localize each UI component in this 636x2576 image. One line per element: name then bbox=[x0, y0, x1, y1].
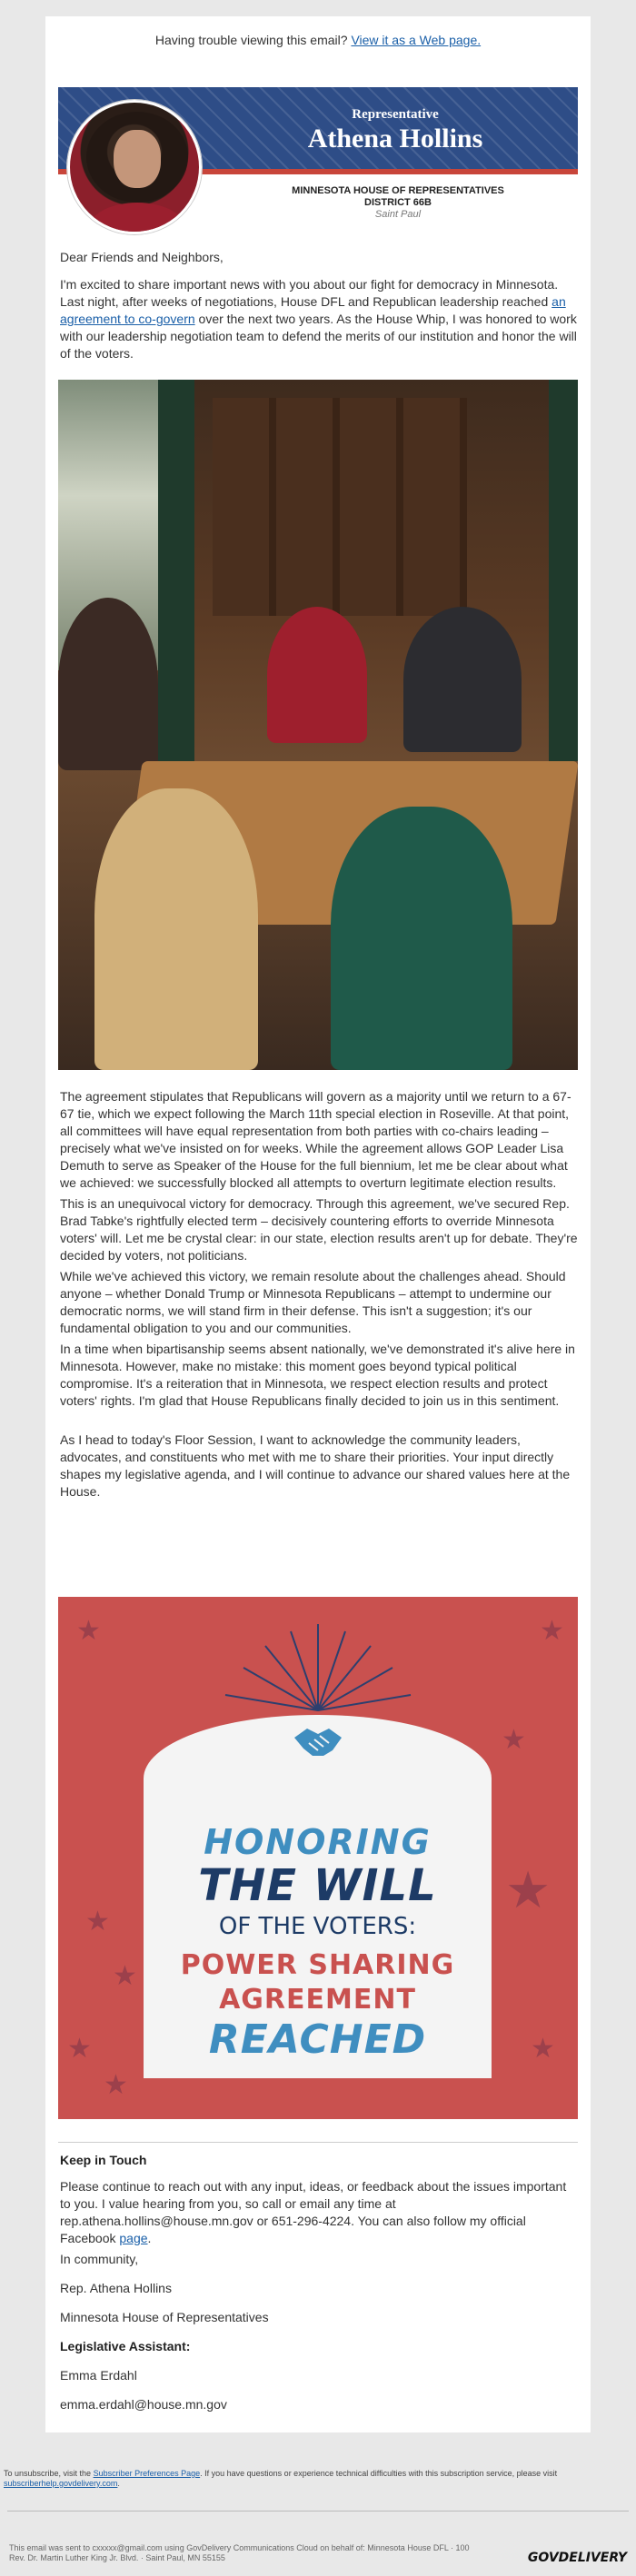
org-name: MINNESOTA HOUSE OF REPRESENTATIVES bbox=[292, 185, 504, 196]
paragraph-2 bbox=[60, 1088, 578, 1192]
p5-text: In a time when bipartisanship seems absent nationally, we've demonstrated it's alive here in Minnesota. However, make no mistake: this moment goes beyond typical political compromise. It's a reiteration that in Minnesota, we respect election results and protect voters' rights. I'm glad that House Republicans finally decided to join us in this sentiment. bbox=[60, 1342, 575, 1408]
closing-text: In community, bbox=[60, 2252, 139, 2266]
divider bbox=[58, 2142, 578, 2143]
p1-after: over the next two years. As the House Whip, I was honored to work with our leadership negotiation team to defend the merits of our institution and honor the will of the voters. bbox=[60, 312, 577, 361]
district-label: DISTRICT 66B bbox=[364, 197, 432, 208]
banner-title: Representative bbox=[352, 107, 439, 122]
contact-paragraph bbox=[60, 2178, 578, 2247]
star-icon: ★ bbox=[531, 2034, 555, 2064]
paragraph-4 bbox=[60, 1268, 578, 1337]
photo-curtain-right bbox=[549, 380, 578, 761]
contact-text: Please continue to reach out with any input, ideas, or feedback about the issues important to you. I value hearing from you, so call or email any time at rep.athena.hollins@house.mn.gov or 651-296-4224. You can also follow my official Facebook bbox=[60, 2179, 567, 2245]
star-icon: ★ bbox=[85, 1907, 110, 1937]
photo-curtain-left bbox=[158, 380, 194, 761]
star-icon: ★ bbox=[505, 1861, 552, 1918]
unsub-text: To unsubscribe, visit the bbox=[4, 2469, 94, 2478]
avatar-shirt bbox=[88, 203, 186, 234]
signature-org bbox=[60, 2309, 578, 2326]
avatar bbox=[67, 100, 202, 234]
unsub-text-3: . bbox=[117, 2479, 120, 2488]
sunburst-rays bbox=[213, 1615, 423, 1715]
photo-wood-panel bbox=[213, 398, 467, 616]
facebook-page-link[interactable]: page bbox=[119, 2231, 148, 2245]
p1-before: I'm excited to share important news with you about our fight for democracy in Minnesota. Last night, after weeks of negotiations, House DFL and Republican leadership reached bbox=[60, 277, 559, 309]
signature bbox=[60, 2280, 578, 2297]
handshake-icon bbox=[291, 1719, 345, 1761]
assistant-name-text: Emma Erdahl bbox=[60, 2368, 137, 2383]
paragraph-1 bbox=[60, 276, 578, 362]
star-icon: ★ bbox=[502, 1725, 526, 1755]
govdelivery-logo: GOVDELIVERY bbox=[527, 2551, 627, 2565]
star-icon: ★ bbox=[76, 1616, 101, 1646]
meeting-photo bbox=[58, 380, 578, 1070]
graphic-line-1: HONORING bbox=[204, 1822, 432, 1862]
star-icon: ★ bbox=[67, 2034, 92, 2064]
signature-org-text: Minnesota House of Representatives bbox=[60, 2310, 269, 2324]
graphic-line-3: OF THE VOTERS: bbox=[218, 1913, 417, 1940]
paragraph-5 bbox=[60, 1341, 578, 1410]
signature-text: Rep. Athena Hollins bbox=[60, 2281, 172, 2295]
graphic-line-5: AGREEMENT bbox=[219, 1984, 416, 2016]
photo-person bbox=[403, 607, 522, 752]
star-icon: ★ bbox=[104, 2070, 128, 2100]
photo-person bbox=[58, 598, 158, 770]
unsubscribe-footer bbox=[0, 2469, 636, 2489]
subscriber-preferences-link[interactable]: Subscriber Preferences Page bbox=[93, 2469, 201, 2478]
web-page-link[interactable]: View it as a Web page. bbox=[351, 33, 482, 47]
photo-person bbox=[267, 607, 367, 743]
p3-text: This is an unequivocal victory for democracy. Through this agreement, we've secured Rep. Brad Tabke's rightfully elected term – decisively countering efforts to override Minnesota voters' will. Let me be crystal clear: in our state, election results aren't up for debate. They're decided by voters, not politicians. bbox=[60, 1196, 578, 1263]
p4-text: While we've achieved this victory, we remain resolute about the challenges ahead. Should anyone – whether Donald Trump or Minnesota Republicans – attempt to undermine our democratic norms, we will stand firm in their defense. This isn't a suggestion; it's our fundamental obligation to you and our communities. bbox=[60, 1269, 566, 1335]
city-label: Saint Paul bbox=[374, 209, 422, 220]
star-icon: ★ bbox=[540, 1616, 564, 1646]
photo-person bbox=[94, 788, 258, 1070]
footer-divider bbox=[7, 2511, 629, 2512]
graphic-line-4: POWER SHARING bbox=[180, 1949, 455, 1981]
view-online-bar bbox=[45, 33, 591, 47]
keep-in-touch-heading: Keep in Touch bbox=[60, 2153, 147, 2167]
assistant-name bbox=[60, 2367, 578, 2384]
graphic-line-6: REACHED bbox=[208, 2016, 427, 2063]
paragraph-3 bbox=[60, 1195, 578, 1264]
sent-line-2: Rev. Dr. Martin Luther King Jr. Blvd. · Saint Paul, MN 55155 bbox=[9, 2553, 225, 2562]
contact-text-end: . bbox=[147, 2231, 152, 2245]
assistant-email-text: emma.erdahl@house.mn.gov bbox=[60, 2397, 227, 2412]
p6-text: As I head to today's Floor Session, I want to acknowledge the community leaders, advocates, and constituents who met with me to share their priorities. Your input directly shapes my legislative agenda, and I will continue to advance our shared values here at the House. bbox=[60, 1432, 571, 1499]
assistant-heading-text: Legislative Assistant: bbox=[60, 2339, 191, 2353]
avatar-face bbox=[114, 130, 161, 188]
greeting bbox=[60, 249, 578, 266]
greeting-text: Dear Friends and Neighbors, bbox=[60, 250, 224, 264]
photo-person bbox=[331, 807, 512, 1070]
district-info bbox=[218, 185, 578, 221]
assistant-heading bbox=[60, 2338, 578, 2355]
sent-line-1: This email was sent to cxxxxx@gmail.com using GovDelivery Communications Cloud on behalf of: Minnesota House DFL · 100 bbox=[9, 2543, 470, 2552]
p2-text: The agreement stipulates that Republicans will govern as a majority until we return to a 67-67 tie, which we expect following the March 11th special election in Roseville. At that point, all committees will have equal representation from both parties with co-chairs leading – precisely what we've insisted on for weeks. While the agreement allows GOP Leader Lisa Demuth to serve as Speaker of the House for the full biennium, let me be clear about what we achieved: we successfully blocked all attempts to overturn legitimate election results. bbox=[60, 1089, 571, 1190]
graphic-line-2: THE WILL bbox=[198, 1860, 437, 1911]
closing bbox=[60, 2251, 578, 2268]
representative-name: Athena Hollins bbox=[307, 124, 483, 154]
assistant-email bbox=[60, 2396, 578, 2413]
star-icon: ★ bbox=[113, 1961, 137, 1991]
trouble-text: Having trouble viewing this email? bbox=[154, 33, 352, 47]
agreement-link[interactable]: an agreement to co-govern bbox=[60, 294, 566, 326]
sent-info bbox=[0, 2543, 509, 2563]
power-sharing-graphic bbox=[58, 1597, 578, 2119]
paragraph-6 bbox=[60, 1432, 578, 1501]
unsub-text-2: . If you have questions or experience technical difficulties with this subscription service, please visit bbox=[200, 2469, 558, 2478]
email-card bbox=[45, 16, 591, 2432]
subscriber-help-link[interactable]: subscriberhelp.govdelivery.com bbox=[4, 2479, 118, 2488]
